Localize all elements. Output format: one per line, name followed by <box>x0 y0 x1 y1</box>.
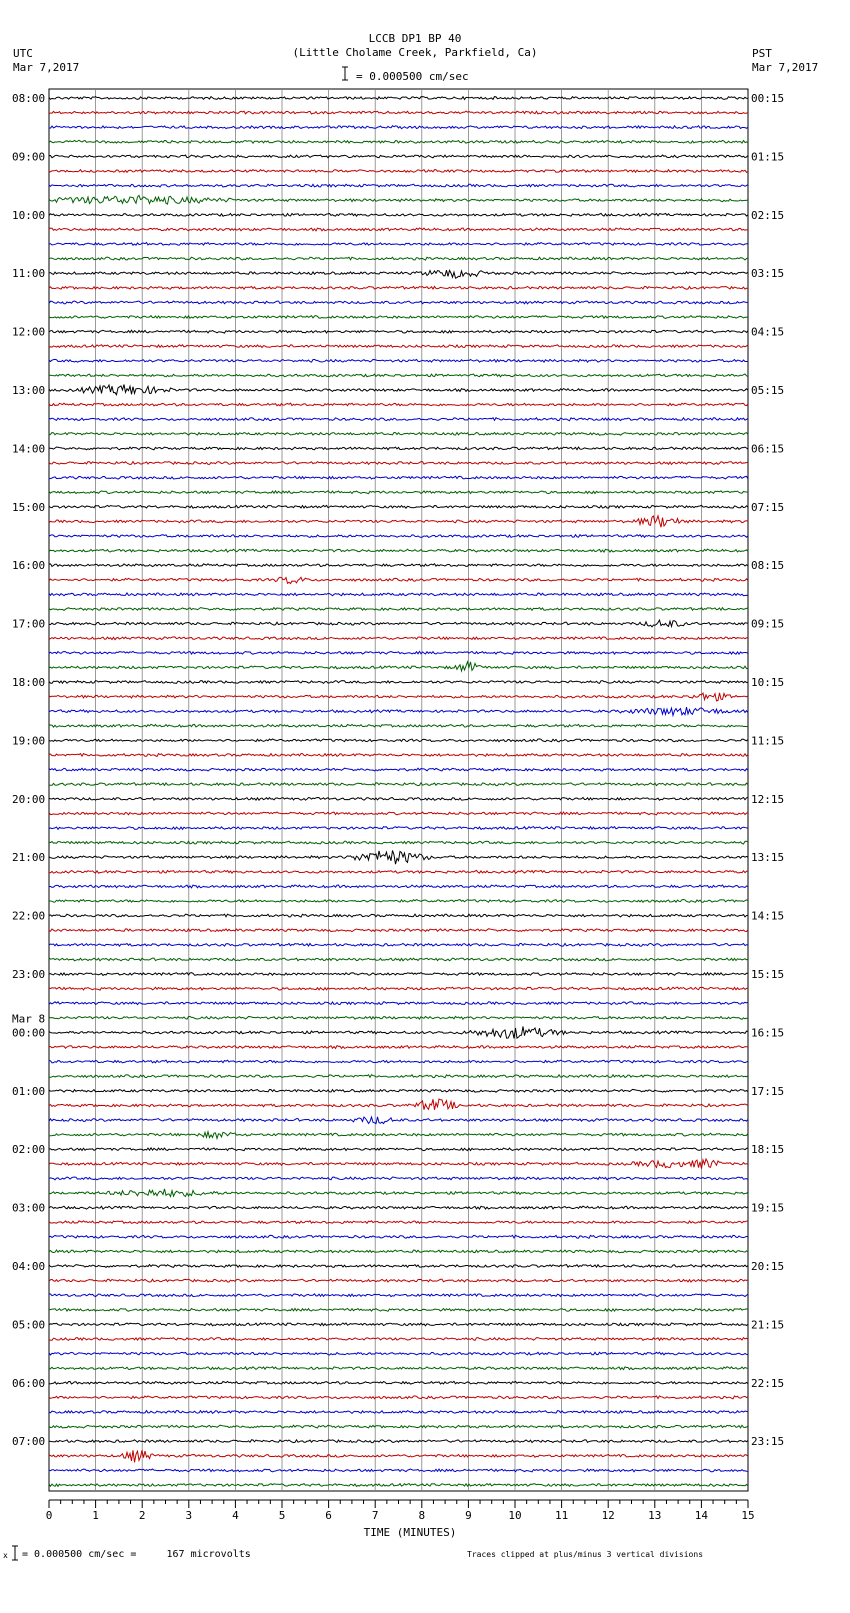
trace-24 <box>49 447 748 450</box>
trace-38 <box>49 651 748 654</box>
trace-50 <box>49 827 748 830</box>
trace-75 <box>49 1189 748 1197</box>
trace-82 <box>49 1294 748 1297</box>
trace-35 <box>49 608 748 611</box>
trace-61 <box>49 987 748 990</box>
trace-59 <box>49 958 748 961</box>
trace-10 <box>49 243 748 246</box>
left-hour-label: 09:00 <box>12 150 46 164</box>
right-hour-label: 20:15 <box>751 1260 785 1273</box>
trace-51 <box>49 841 748 844</box>
right-hour-label: 11:15 <box>751 734 785 748</box>
x-tick-label: 14 <box>694 1509 709 1522</box>
trace-37 <box>49 637 748 640</box>
left-hour-label: 16:00 <box>12 559 46 573</box>
trace-40 <box>49 681 748 684</box>
trace-79 <box>49 1250 748 1253</box>
right-hour-label: 21:15 <box>751 1318 785 1332</box>
x-tick-label: 11 <box>554 1509 569 1522</box>
left-hour-label: 13:00 <box>12 384 46 397</box>
left-hour-label: 11:00 <box>12 267 46 281</box>
trace-60 <box>49 973 748 976</box>
x-tick-label: 8 <box>418 1509 426 1522</box>
x-tick-label: 10 <box>508 1509 522 1522</box>
right-hour-label: 07:15 <box>751 500 785 514</box>
trace-34 <box>49 593 748 596</box>
trace-2 <box>49 126 748 129</box>
trace-65 <box>49 1046 748 1049</box>
trace-93 <box>49 1450 748 1462</box>
left-hour-label: 07:00 <box>12 1435 46 1449</box>
trace-66 <box>49 1060 748 1063</box>
right-hour-label: 13:15 <box>751 851 785 865</box>
trace-8 <box>49 213 748 216</box>
trace-16 <box>49 330 748 333</box>
trace-80 <box>49 1265 748 1268</box>
trace-64 <box>49 1026 748 1038</box>
trace-0 <box>49 97 748 100</box>
x-tick-label: 3 <box>185 1509 193 1522</box>
trace-69 <box>49 1099 748 1110</box>
trace-52 <box>49 850 748 864</box>
right-hour-label: 15:15 <box>751 968 785 981</box>
scale-label: = 0.000500 cm/sec <box>356 70 469 83</box>
trace-20 <box>49 385 748 395</box>
trace-4 <box>49 155 748 158</box>
trace-76 <box>49 1206 748 1209</box>
trace-23 <box>49 432 748 435</box>
trace-9 <box>49 228 748 231</box>
trace-58 <box>49 943 748 946</box>
trace-15 <box>49 316 748 319</box>
trace-5 <box>49 170 748 173</box>
trace-56 <box>49 914 748 917</box>
x-tick-label: 5 <box>278 1509 286 1522</box>
trace-41 <box>49 693 748 701</box>
trace-25 <box>49 462 748 465</box>
footer-scale-icon <box>3 1542 21 1562</box>
trace-43 <box>49 724 748 727</box>
trace-84 <box>49 1323 748 1326</box>
svg-text:x: x <box>3 1551 8 1560</box>
trace-46 <box>49 768 748 771</box>
x-tick-label: 7 <box>371 1509 379 1522</box>
date-change-label: Mar 8 <box>12 1012 46 1026</box>
trace-19 <box>49 374 748 377</box>
left-timezone: UTC <box>13 47 33 60</box>
trace-42 <box>49 707 748 715</box>
right-hour-label: 16:15 <box>751 1026 785 1040</box>
left-hour-label: 23:00 <box>12 968 46 981</box>
left-hour-label: 00:00 <box>12 1026 46 1040</box>
x-tick-label: 0 <box>45 1509 53 1522</box>
x-tick-label: 13 <box>648 1509 662 1522</box>
trace-17 <box>49 345 748 348</box>
trace-33 <box>49 577 748 583</box>
x-tick-label: 15 <box>741 1509 755 1522</box>
right-hour-label: 18:15 <box>751 1143 785 1157</box>
left-hour-label: 05:00 <box>12 1318 46 1332</box>
left-hour-label: 17:00 <box>12 617 46 631</box>
trace-83 <box>49 1308 748 1311</box>
trace-90 <box>49 1411 748 1414</box>
x-tick-label: 6 <box>325 1509 332 1522</box>
trace-12 <box>49 270 748 278</box>
x-tick-label: 2 <box>138 1509 146 1522</box>
trace-95 <box>49 1484 748 1487</box>
right-hour-label: 02:15 <box>751 208 785 222</box>
x-axis-label: TIME (MINUTES) <box>363 1526 457 1539</box>
trace-27 <box>49 491 748 494</box>
trace-6 <box>49 184 748 187</box>
right-hour-label: 03:15 <box>751 267 785 281</box>
trace-36 <box>49 620 748 627</box>
footer-scale-label: = 0.000500 cm/sec = 167 microvolts <box>22 1549 251 1560</box>
trace-3 <box>49 140 748 143</box>
left-hour-label: 21:00 <box>12 851 46 865</box>
right-hour-label: 10:15 <box>751 676 785 689</box>
trace-26 <box>49 476 748 479</box>
trace-67 <box>49 1075 748 1078</box>
trace-91 <box>49 1425 748 1428</box>
left-hour-label: 06:00 <box>12 1376 46 1390</box>
right-hour-label: 14:15 <box>751 909 785 923</box>
trace-22 <box>49 418 748 421</box>
left-hour-label: 19:00 <box>12 734 46 748</box>
trace-47 <box>49 783 748 786</box>
left-hour-label: 10:00 <box>12 208 46 222</box>
trace-30 <box>49 535 748 538</box>
trace-32 <box>49 564 748 567</box>
trace-55 <box>49 900 748 903</box>
right-hour-label: 01:15 <box>751 150 785 164</box>
left-hour-label: 01:00 <box>12 1084 46 1098</box>
chart-title: LCCB DP1 BP 40 <box>368 32 462 45</box>
right-hour-label: 12:15 <box>751 792 785 806</box>
right-hour-label: 19:15 <box>751 1201 785 1215</box>
trace-92 <box>49 1440 748 1443</box>
chart-subtitle: (Little Cholame Creek, Parkfield, Ca) <box>292 46 538 59</box>
right-hour-label: 08:15 <box>751 559 785 573</box>
trace-13 <box>49 286 748 289</box>
trace-88 <box>49 1381 748 1384</box>
trace-77 <box>49 1221 748 1224</box>
trace-11 <box>49 257 748 260</box>
left-hour-label: 15:00 <box>12 500 46 514</box>
trace-86 <box>49 1352 748 1355</box>
x-tick-label: 4 <box>232 1509 239 1522</box>
x-tick-label: 9 <box>465 1509 472 1522</box>
trace-48 <box>49 797 748 800</box>
trace-62 <box>49 1002 748 1005</box>
trace-63 <box>49 1016 748 1019</box>
right-timezone: PST <box>752 47 772 60</box>
trace-28 <box>49 505 748 508</box>
right-date: Mar 7,2017 <box>752 61 819 74</box>
trace-44 <box>49 739 748 742</box>
left-hour-label: 04:00 <box>12 1260 46 1273</box>
trace-73 <box>49 1159 748 1169</box>
trace-70 <box>49 1117 748 1124</box>
trace-49 <box>49 812 748 815</box>
trace-53 <box>49 870 748 873</box>
trace-87 <box>49 1367 748 1370</box>
x-tick-label: 1 <box>92 1509 99 1522</box>
trace-74 <box>49 1177 748 1180</box>
trace-7 <box>49 195 748 204</box>
right-hour-label: 09:15 <box>751 617 785 631</box>
x-tick-label: 12 <box>601 1509 615 1522</box>
trace-72 <box>49 1148 748 1151</box>
left-hour-label: 20:00 <box>12 792 46 806</box>
left-hour-label: 12:00 <box>12 325 46 339</box>
right-hour-label: 05:15 <box>751 384 785 397</box>
left-hour-label: 08:00 <box>12 92 46 105</box>
right-hour-label: 17:15 <box>751 1084 785 1098</box>
trace-71 <box>49 1132 748 1139</box>
trace-45 <box>49 754 748 757</box>
trace-14 <box>49 301 748 304</box>
left-hour-label: 22:00 <box>12 909 46 923</box>
trace-81 <box>49 1279 748 1282</box>
trace-18 <box>49 359 748 362</box>
right-hour-label: 23:15 <box>751 1435 785 1449</box>
trace-39 <box>49 662 748 671</box>
trace-78 <box>49 1235 748 1238</box>
trace-1 <box>49 111 748 114</box>
right-hour-label: 04:15 <box>751 325 785 339</box>
trace-31 <box>49 549 748 552</box>
clip-note: Traces clipped at plus/minus 3 vertical divisions <box>467 1550 704 1559</box>
left-hour-label: 02:00 <box>12 1143 46 1157</box>
trace-94 <box>49 1469 748 1472</box>
left-date: Mar 7,2017 <box>13 61 80 74</box>
right-hour-label: 06:15 <box>751 442 785 456</box>
left-hour-label: 14:00 <box>12 442 46 456</box>
left-hour-label: 03:00 <box>12 1201 46 1215</box>
trace-89 <box>49 1396 748 1399</box>
trace-68 <box>49 1089 748 1092</box>
right-hour-label: 00:15 <box>751 92 785 105</box>
trace-54 <box>49 885 748 888</box>
right-hour-label: 22:15 <box>751 1376 785 1390</box>
trace-85 <box>49 1338 748 1341</box>
trace-21 <box>49 403 748 406</box>
trace-57 <box>49 929 748 932</box>
left-hour-label: 18:00 <box>12 676 46 689</box>
trace-29 <box>49 516 748 527</box>
